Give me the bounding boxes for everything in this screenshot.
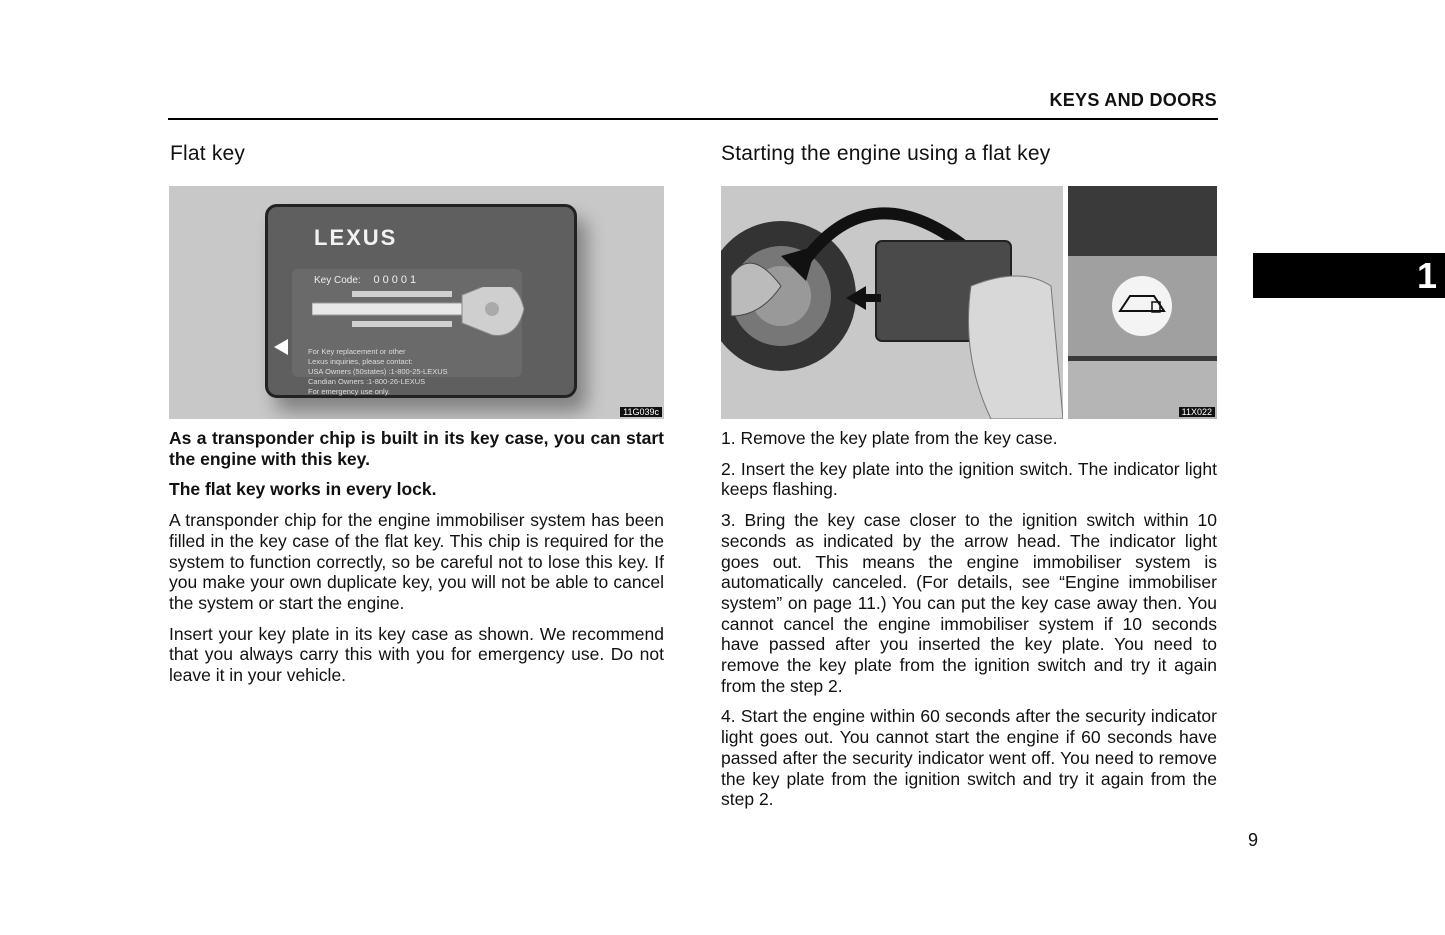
card-line: Lexus inquiries, please contact: [308,357,413,366]
key-card-illustration [265,204,577,398]
step-2: 2. Insert the key plate into the ignition switch. The indicator light keeps flashing. [721,458,1217,500]
transponder-paragraph: A transponder chip for the engine immobiliser system has been filled in the key case of the flat key. This chip is required for the system to function correctly, so be careful not to lose this key. If you make your own duplicate key, you will not be able to cancel the system or start the engine. [169,510,664,613]
starting-engine-title: Starting the engine using a flat key [721,142,1051,165]
card-line: For emergency use only. [308,387,390,396]
works-every-lock-text: The flat key works in every lock. [169,479,437,500]
security-indicator-illustration [1068,186,1217,419]
lexus-logo: LEXUS [314,225,398,250]
left-arrow-icon [274,339,288,355]
key-code-label: Key Code: [314,275,361,286]
step-1: 1. Remove the key plate from the key case. [721,428,1058,448]
right-text-column [721,428,1217,820]
flat-key-icon [312,287,542,347]
header-rule [168,118,1218,120]
page-number: 9 [1248,830,1259,850]
figure-code: 11X022 [1179,407,1215,417]
card-line: USA Owners (50states) :1-800-25-LEXUS [308,367,448,376]
chapter-tab: 1 [1253,253,1445,298]
flat-key-title: Flat key [170,142,246,165]
key-code-line [314,274,419,286]
section-header: KEYS AND DOORS [1049,90,1217,110]
intro-bold-text: As a transponder chip is built in its key case, you can start the engine with this key. [169,428,664,469]
left-text-column [169,428,664,696]
step-4: 4. Start the engine within 60 seconds after the security indicator light goes out. You cannot start the engine if 60 seconds have passed after the security indicator went off. You need to remove the key plate from the ignition switch and try it again from the step 2. [721,706,1217,810]
insert-key-paragraph: Insert your key plate in its key case as shown. We recommend that you always carry this with you for emergency use. Do not leave it in your vehicle. [169,623,664,686]
figure-code: 11G039c [620,407,662,417]
card-line: For Key replacement or other [308,347,406,356]
flat-key-figure [169,186,664,419]
step-3: 3. Bring the key case closer to the ignition switch within 10 seconds as indicated by the arrow head. The indicator light goes out. This means the engine immobiliser system is automatically canceled. (For details, see “Engine immobiliser system” on page 11.) You can put the key case away then. You cannot cancel the engine immobiliser system if 10 seconds have passed after you inserted the key plate. You need to remove the key plate from the ignition switch and try it again from the step 2. [721,510,1217,696]
ignition-illustration [721,186,1063,419]
key-card-text [308,347,448,397]
key-code-value: 00001 [373,274,420,286]
indicator-figure [1068,186,1217,419]
ignition-figure [721,186,1063,419]
card-line: Candian Owners :1-800-26-LEXUS [308,377,426,386]
